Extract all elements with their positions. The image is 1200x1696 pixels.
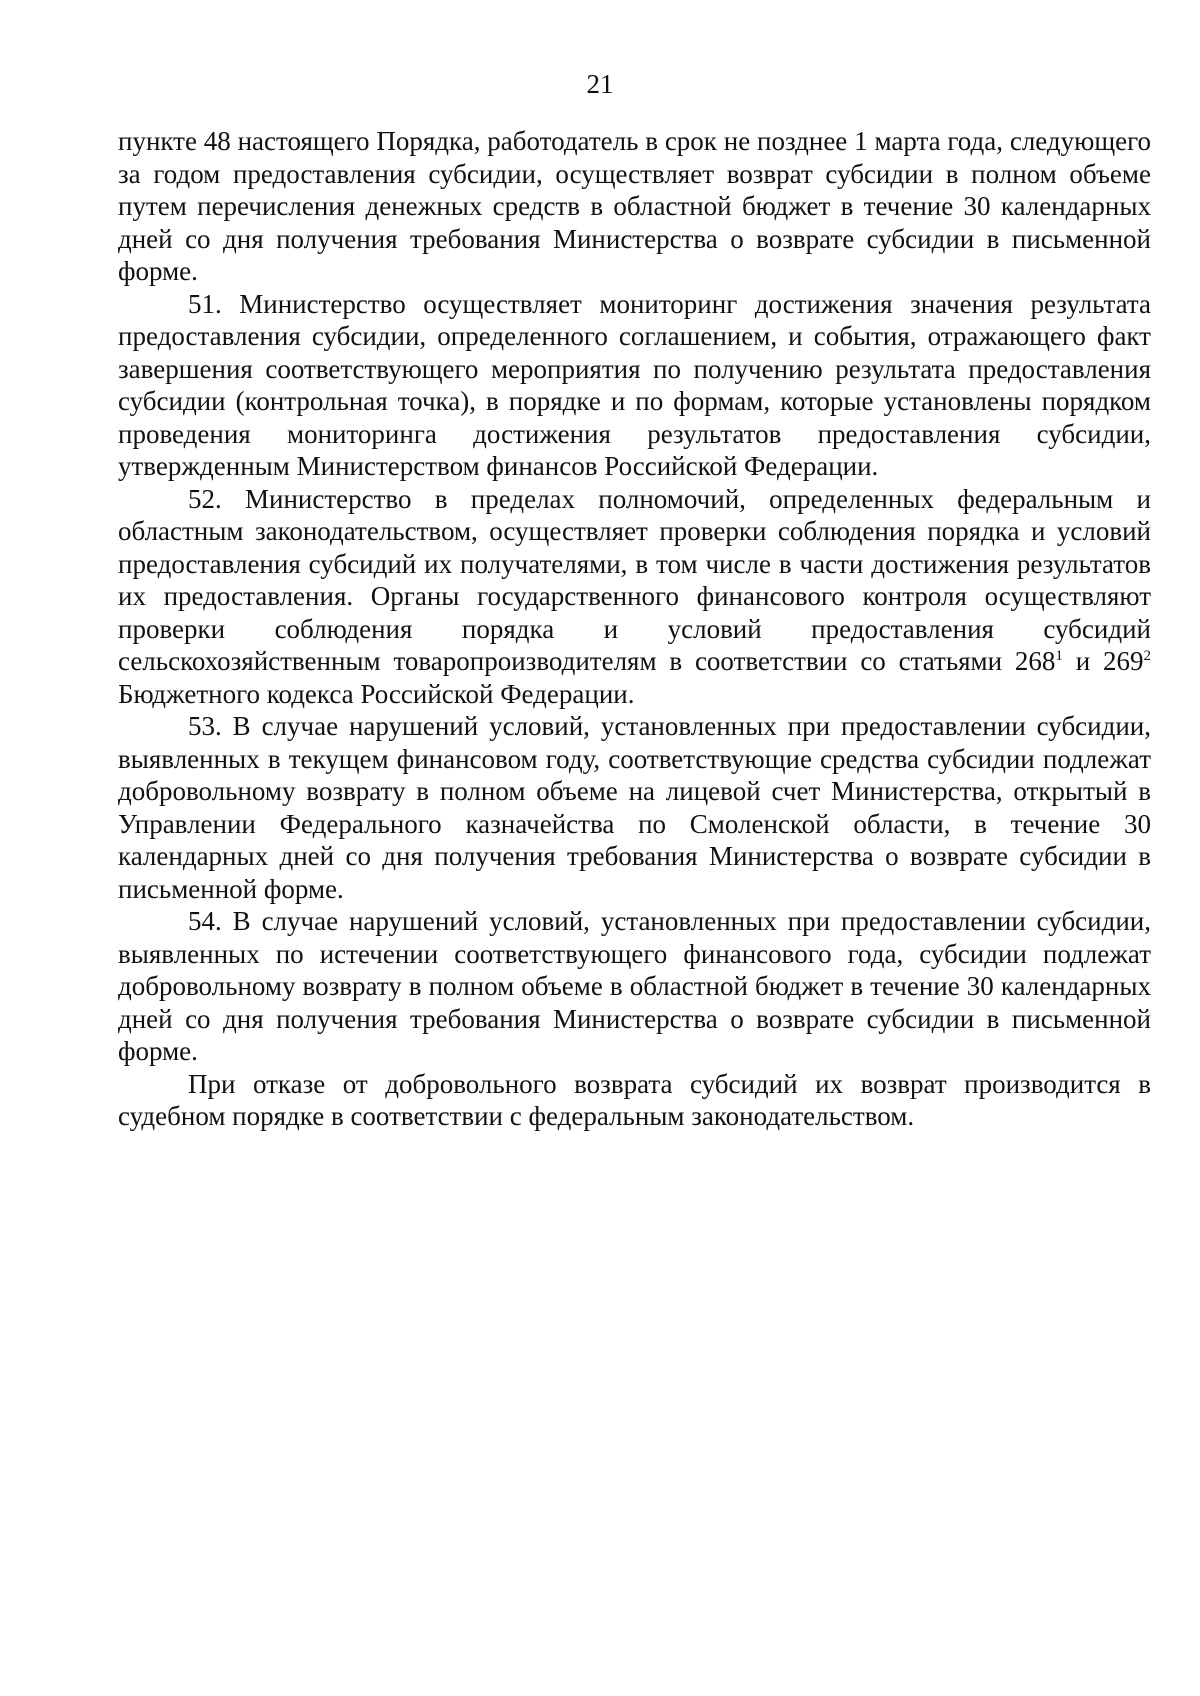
paragraph-51: 51. Министерство осуществляет мониторинг достижения значения результата предоставления субсидии, определенного соглашением, и события, отражающего факт завершения соответствующего мероприятия по получению результата предоставления субсидии (контрольная точка), в порядке и по формам, которые установлены порядком проведения мониторинга достижения результатов предоставления субсидии, утвержденным Министерством финансов Российской Федерации. xyxy=(118,288,1151,481)
document-body xyxy=(118,125,1151,1133)
paragraph-52-text-c: Бюджетного кодекса Российской Федерации. xyxy=(118,678,635,709)
footnote-mark-269: 2 xyxy=(1143,648,1151,664)
paragraph-54: 54. В случае нарушений условий, установленных при предоставлении субсидии, выявленных по истечении соответствующего финансового года, субсидии подлежат добровольному возврату в полном объеме в областной бюджет в течение 30 календарных дней со дня получения требования Министерства о возврате субсидии в письменной форме. xyxy=(118,906,1151,1066)
paragraph-52 xyxy=(118,483,1151,711)
page-number: 21 xyxy=(586,69,614,99)
paragraph-52-text-a: 52. Министерство в пределах полномочий, определенных федеральным и областным законодательством, осуществляет проверки соблюдения порядка и условий предоставления субсидий их получателями, в том числе в части достижения результатов их предоставления. Органы государственного финансового контроля осуществляют проверки соблюдения порядка и условий предоставления субсидий сельскохозяйственным товаропроизводителям в соответствии со статьями 268 xyxy=(118,483,1151,676)
paragraph-refusal: При отказе от добровольного возврата субсидий их возврат производится в судебном порядке в соответствии с федеральным законодательством. xyxy=(118,1068,1151,1131)
paragraph-continuation: пункте 48 настоящего Порядка, работодатель в срок не позднее 1 марта года, следующего за годом предоставления субсидии, осуществляет возврат субсидии в полном объеме путем перечисления денежных средств в областной бюджет в течение 30 календарных дней со дня получения требования Министерства о возврате субсидии в письменной форме. xyxy=(118,126,1151,286)
footnote-mark-268: 1 xyxy=(1055,648,1063,664)
paragraph-53: 53. В случае нарушений условий, установленных при предоставлении субсидии, выявленных в текущем финансовом году, соответствующие средства субсидии подлежат добровольному возврату в полном объеме на лицевой счет Министерства, открытый в Управлении Федерального казначейства по Смоленской области, в течение 30 календарных дней со дня получения требования Министерства о возврате субсидии в письменной форме. xyxy=(118,711,1151,904)
paragraph-52-text-b: и 269 xyxy=(1062,646,1144,676)
